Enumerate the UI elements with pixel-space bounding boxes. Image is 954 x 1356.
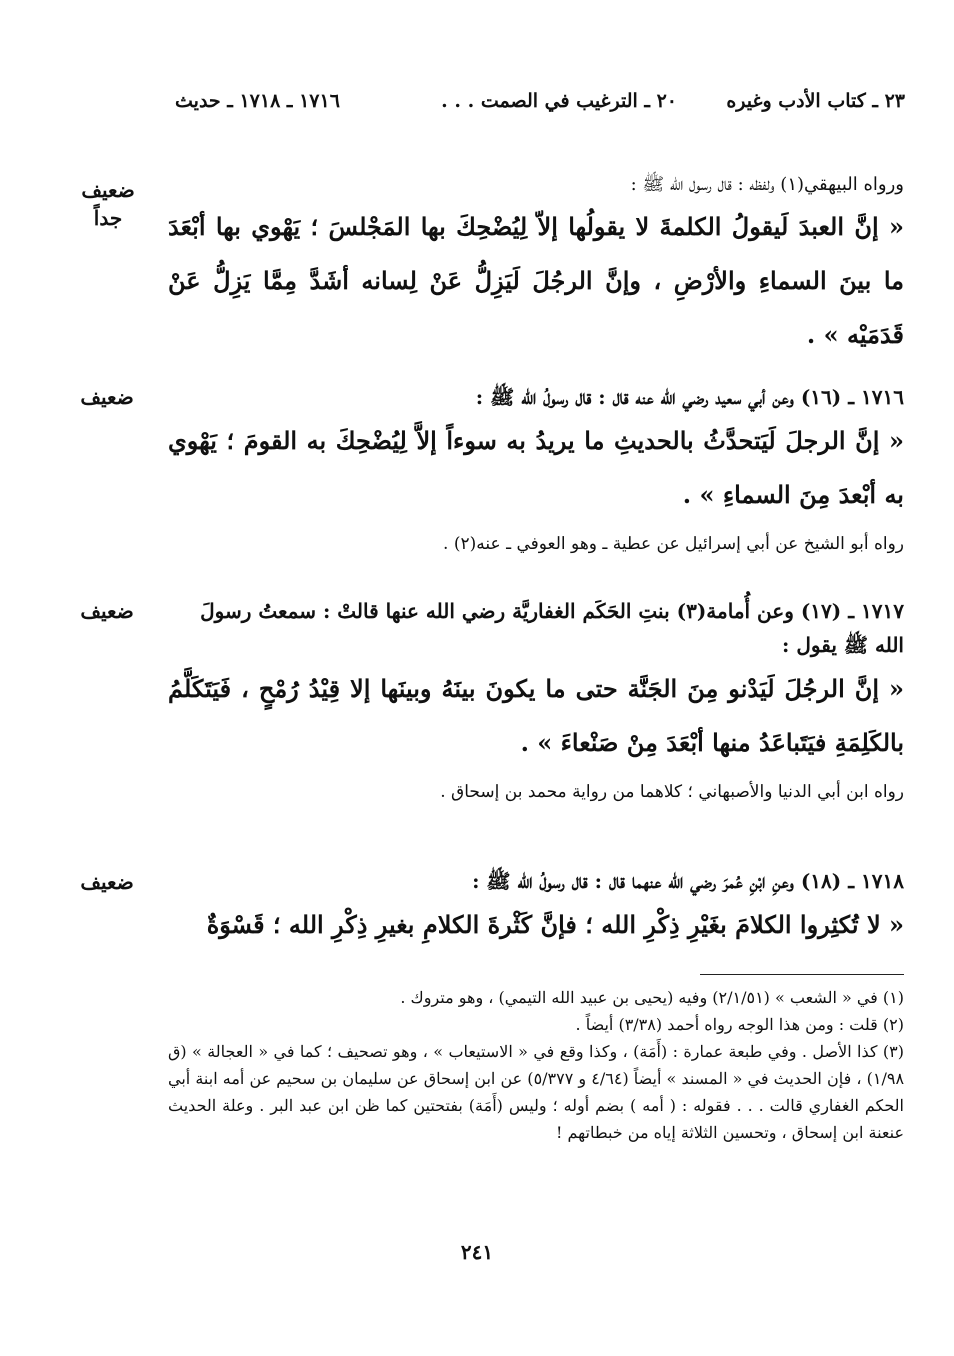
grade-label: ضعيف [80,599,134,623]
footnotes [168,984,904,1146]
hadith-entry [168,594,904,806]
hadith-source: رواه ابن أبي الدنيا والأصبهاني ؛ كلاهما من رواية محمد بن إسحاق . [440,782,904,802]
hadith-entry [168,170,904,362]
header-section: ٢٠ ـ الترغيب في الصمت . . . [441,90,677,112]
grade-label: ضعيف جداً [81,178,135,230]
hadith-text: « إنَّ الرجُلَ لَيَدْنو مِنَ الجَنَّة حتى ما يكونَ بينَهُ وبينَها إلا قِيْدُ رُمْحٍ ، فَيَتَكَلَّمُ بالكَلِمَةِ فيَتَباعَدُ منها أبْعَدَ مِنْ صَنْعاءَ » . [168,674,904,757]
hadith-text: « إنَّ العبدَ لَيقولُ الكلمةَ لا يقولُها إلاّ لِيُضْحِكَ بها المَجْلسَ ؛ يَهْوي بها أبْعَدَ ما بينَ السماءِ والأرْضِ ، وإنَّ الرجُلَ لَيَزِلُّ عَنْ لِسانه أشَدَّ مِمَّا يَزِلُّ عَنْ قَدَمَيْه » . [168,212,904,349]
hadith-intro: ١٧١٨ ـ (١٨) وعنِ ابْنِ عُمرَ رضي الله عنهما قال : قال رسولُ الله ﷺ : [472,869,904,893]
footnote: (٢) قلت : ومن هذا الوجه رواه أحمد (٣/٣٨) أيضاً . [575,1015,904,1034]
running-header [175,86,905,122]
header-hadith-range: ١٧١٦ ـ ١٧١٨ ـ حديث [175,90,340,112]
hadith-intro: ١٧١٦ ـ (١٦) وعن أبي سعيد رضي الله عنه قال : قال رسولُ الله ﷺ : [475,385,904,409]
hadith-entry [168,380,904,558]
footnote: (٣) كذا الأصل . وفي طبعة عمارة : (أَمَة) ، وكذا وقع في « الاستيعاب » ، وهو تصحيف ؛ كما في « العجالة » (ق ١/٩٨) ، فإن الحديث في « المسند » أيضاً (٤/٦٤ و ٥/٣٧٧) عن ابن إسحاق عن سليمان بن سحيم عن أمه ابنة أبي الحكم الغفاري قالت . . . فقوله : ( أمه ) بضم أوله ؛ وليس (أَمَة) بفتحتين كما ظن ابن عبد البر . وعلة الحديث عنعنة ابن إسحاق ، وتحسين الثلاثة إياه من خبطاتهم ! [168,1042,905,1142]
header-chapter: ٢٣ ـ كتاب الأدب وغيره [726,90,905,112]
hadith-text: « إنَّ الرجلَ لَيَتحدَّثُ بالحديثِ ما يريدُ به سوءاً إلاَّ لِيُضْحِكَ به القومَ ؛ يَهْوي به أبْعدَ مِنَ السماءِ » . [168,426,904,509]
hadith-intro: ورواه البيهقي(١) ولفظه : قال رسول الله ﷺ : [630,174,904,195]
hadith-entry [168,864,904,952]
hadith-intro: ١٧١٧ ـ (١٧) وعن أُمامة(٣) بنتِ الحَكَم الغفاريَّة رضي الله عنها قالتْ : سمعتُ رسولَ الله ﷺ يقول : [200,599,904,657]
grade-label: ضعيف [80,385,134,409]
hadith-text: « لا تُكثِروا الكلامَ بغَيْرِ ذِكْرِ الله ؛ فإنَّ كَثْرةَ الكلامِ بغيرِ ذِكْرِ الله ؛ قَسْوَةٌ [206,910,904,939]
footnote-divider [700,974,904,975]
footnote: (١) في « الشعب » (٢/١/٥١) وفيه (يحيى بن عبيد الله التيمي) ، وهو متروك . [400,988,904,1007]
page-number: ٢٤١ [460,1240,494,1264]
hadith-source: رواه أبو الشيخ عن أبي إسرائيل عن عطية ـ وهو العوفي ـ عنه(٢) . [443,534,904,554]
grade-label: ضعيف [80,870,134,894]
